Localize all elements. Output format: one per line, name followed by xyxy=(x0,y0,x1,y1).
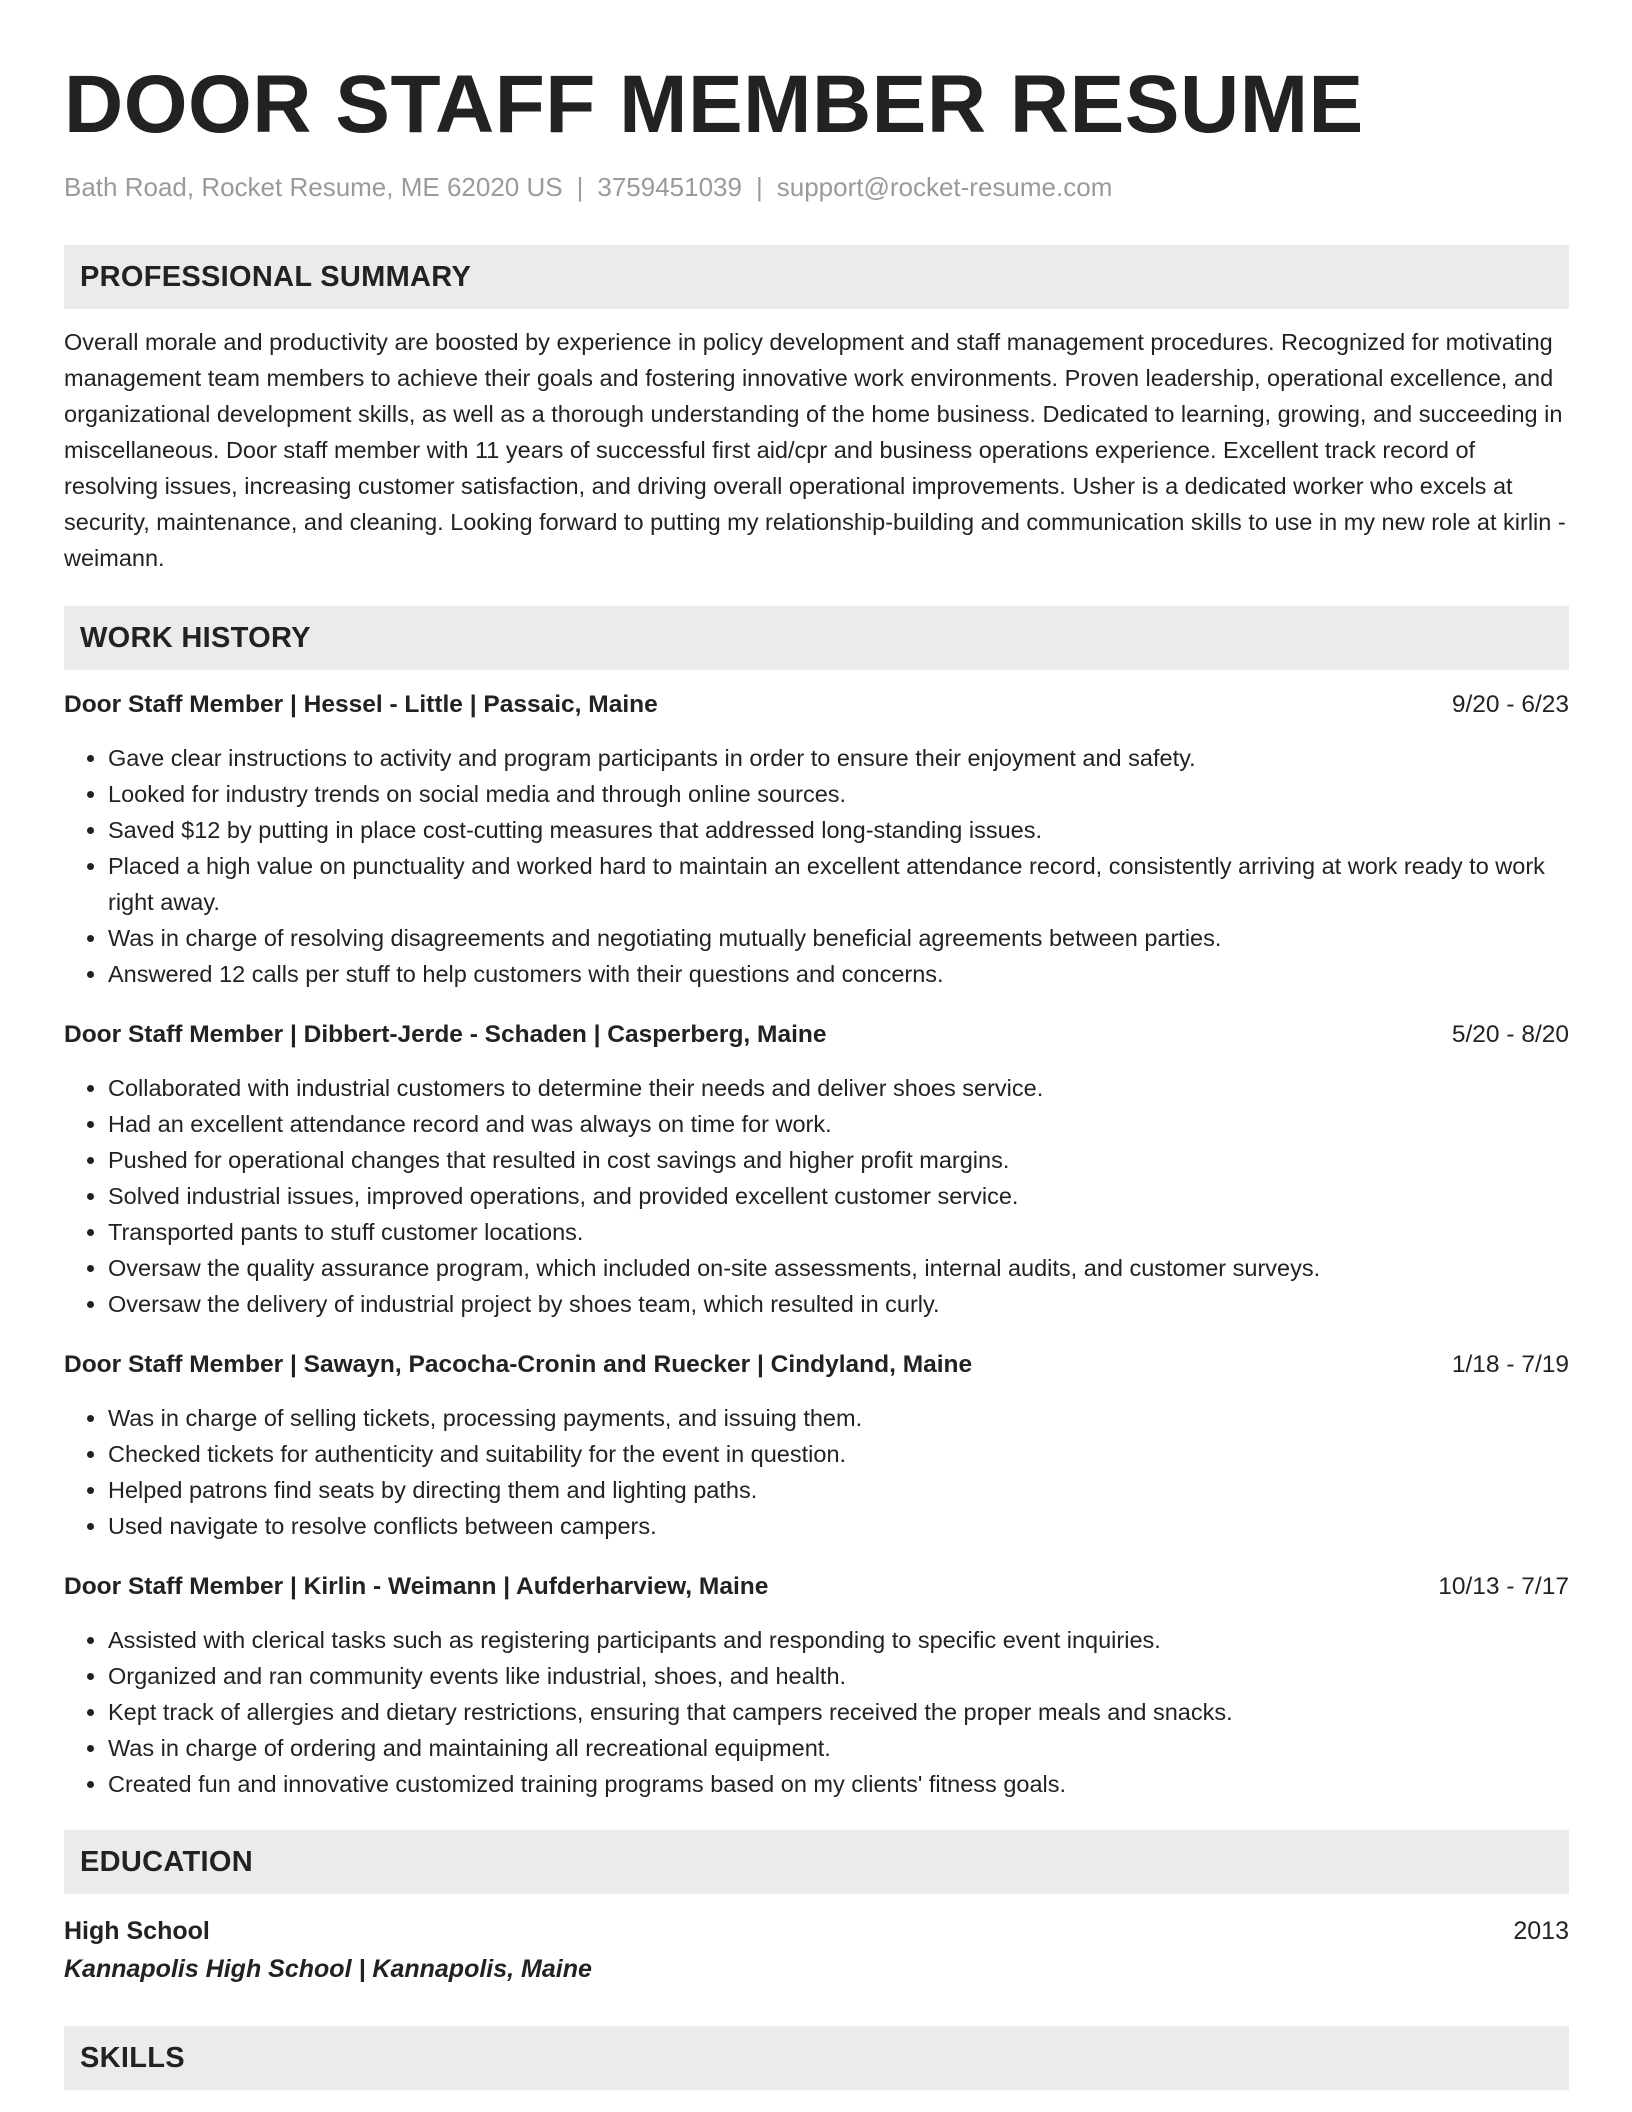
job-bullet: • Answered 12 calls per stuff to help customers with their questions and concerns. xyxy=(108,956,1569,992)
job-entry xyxy=(64,1348,1569,1544)
contact-separator: | xyxy=(576,172,584,202)
work-history-list xyxy=(64,688,1569,1802)
job-title: Door Staff Member | Dibbert-Jerde - Schaden | Casperberg, Maine xyxy=(64,1021,827,1049)
job-bullet: • Saved $12 by putting in place cost-cutting measures that addressed long-standing issues. xyxy=(108,812,1569,848)
job-bullet: • Assisted with clerical tasks such as registering participants and responding to specific event inquiries. xyxy=(108,1622,1569,1658)
education-degree: High School xyxy=(64,1917,210,1946)
contact-separator: | xyxy=(755,172,763,202)
job-title: Door Staff Member | Kirlin - Weimann | Aufderharview, Maine xyxy=(64,1573,769,1601)
job-bullet: • Pushed for operational changes that resulted in cost savings and higher profit margins. xyxy=(108,1142,1569,1178)
job-bullet: • Created fun and innovative customized training programs based on my clients' fitness goals. xyxy=(108,1766,1569,1802)
contact-email: support@rocket-resume.com xyxy=(776,172,1113,202)
education-year: 2013 xyxy=(1513,1917,1569,1946)
education-school: Kannapolis High School | Kannapolis, Maine xyxy=(64,1955,592,1984)
job-entry xyxy=(64,1018,1569,1322)
job-header xyxy=(64,688,1569,722)
job-bullet: • Collaborated with industrial customers to determine their needs and deliver shoes service. xyxy=(108,1070,1569,1106)
job-bullet: • Checked tickets for authenticity and suitability for the event in question. xyxy=(108,1436,1569,1472)
contact-line xyxy=(64,172,1569,203)
job-bullet: • Oversaw the delivery of industrial project by shoes team, which resulted in curly. xyxy=(108,1286,1569,1322)
job-bullet: • Was in charge of ordering and maintaining all recreational equipment. xyxy=(108,1730,1569,1766)
job-dates: 1/18 - 7/19 xyxy=(1451,1351,1569,1379)
job-dates: 10/13 - 7/17 xyxy=(1438,1573,1569,1601)
job-bullet: • Used navigate to resolve conflicts between campers. xyxy=(108,1508,1569,1544)
job-bullet: • Placed a high value on punctuality and worked hard to maintain an excellent attendance record, consistently arriving at work ready to work right away. xyxy=(108,848,1569,920)
skills-heading: SKILLS xyxy=(64,2026,1569,2090)
job-bullet: • Was in charge of resolving disagreements and negotiating mutually beneficial agreements between parties. xyxy=(108,920,1569,956)
work-history-heading: WORK HISTORY xyxy=(64,606,1569,670)
job-bullet-list xyxy=(64,1400,1569,1544)
job-title: Door Staff Member | Sawayn, Pacocha-Cronin and Ruecker | Cindyland, Maine xyxy=(64,1351,973,1379)
job-bullet: • Helped patrons find seats by directing them and lighting paths. xyxy=(108,1472,1569,1508)
job-header xyxy=(64,1348,1569,1382)
job-bullet: • Kept track of allergies and dietary restrictions, ensuring that campers received the proper meals and snacks. xyxy=(108,1694,1569,1730)
job-bullet: • Gave clear instructions to activity and program participants in order to ensure their enjoyment and safety. xyxy=(108,740,1569,776)
job-bullet: • Transported pants to stuff customer locations. xyxy=(108,1214,1569,1250)
education-row xyxy=(64,1912,1569,1950)
job-bullet-list xyxy=(64,1622,1569,1802)
resume-title: DOOR STAFF MEMBER RESUME xyxy=(64,59,1364,150)
job-dates: 5/20 - 8/20 xyxy=(1451,1021,1569,1049)
job-dates: 9/20 - 6/23 xyxy=(1451,691,1569,719)
summary-text: Overall morale and productivity are boosted by experience in policy development and staff management procedures. Recognized for motivating management team members to achieve their goals and fostering innovative work environments. Proven leadership, operational excellence, and organizational development skills, as well as a thorough understanding of the home business. Dedicated to learning, growing, and succeeding in miscellaneous. Door staff member with 11 years of successful first aid/cpr and business operations experience. Excellent track record of resolving issues, increasing customer satisfaction, and driving overall operational improvements. Usher is a dedicated worker who excels at security, maintenance, and cleaning. Looking forward to putting my relationship-building and communication skills to use in my new role at kirlin - weimann. xyxy=(64,329,1566,572)
education-heading: EDUCATION xyxy=(64,1830,1569,1894)
job-bullet: • Looked for industry trends on social media and through online sources. xyxy=(108,776,1569,812)
job-header xyxy=(64,1570,1569,1604)
job-title: Door Staff Member | Hessel - Little | Passaic, Maine xyxy=(64,691,658,719)
job-entry xyxy=(64,688,1569,992)
summary-heading: PROFESSIONAL SUMMARY xyxy=(64,245,1569,309)
job-entry xyxy=(64,1570,1569,1802)
job-bullet: • Oversaw the quality assurance program, which included on-site assessments, internal audits, and customer surveys. xyxy=(108,1250,1569,1286)
education-entry xyxy=(64,1912,1569,1988)
job-bullet: • Organized and ran community events like industrial, shoes, and health. xyxy=(108,1658,1569,1694)
job-bullet: • Had an excellent attendance record and was always on time for work. xyxy=(108,1106,1569,1142)
job-header xyxy=(64,1018,1569,1052)
job-bullet: • Was in charge of selling tickets, processing payments, and issuing them. xyxy=(108,1400,1569,1436)
job-bullet-list xyxy=(64,1070,1569,1322)
job-bullet-list xyxy=(64,740,1569,992)
contact-phone: 3759451039 xyxy=(597,172,742,202)
job-bullet: • Solved industrial issues, improved operations, and provided excellent customer service. xyxy=(108,1178,1569,1214)
contact-address: Bath Road, Rocket Resume, ME 62020 US xyxy=(64,172,563,202)
